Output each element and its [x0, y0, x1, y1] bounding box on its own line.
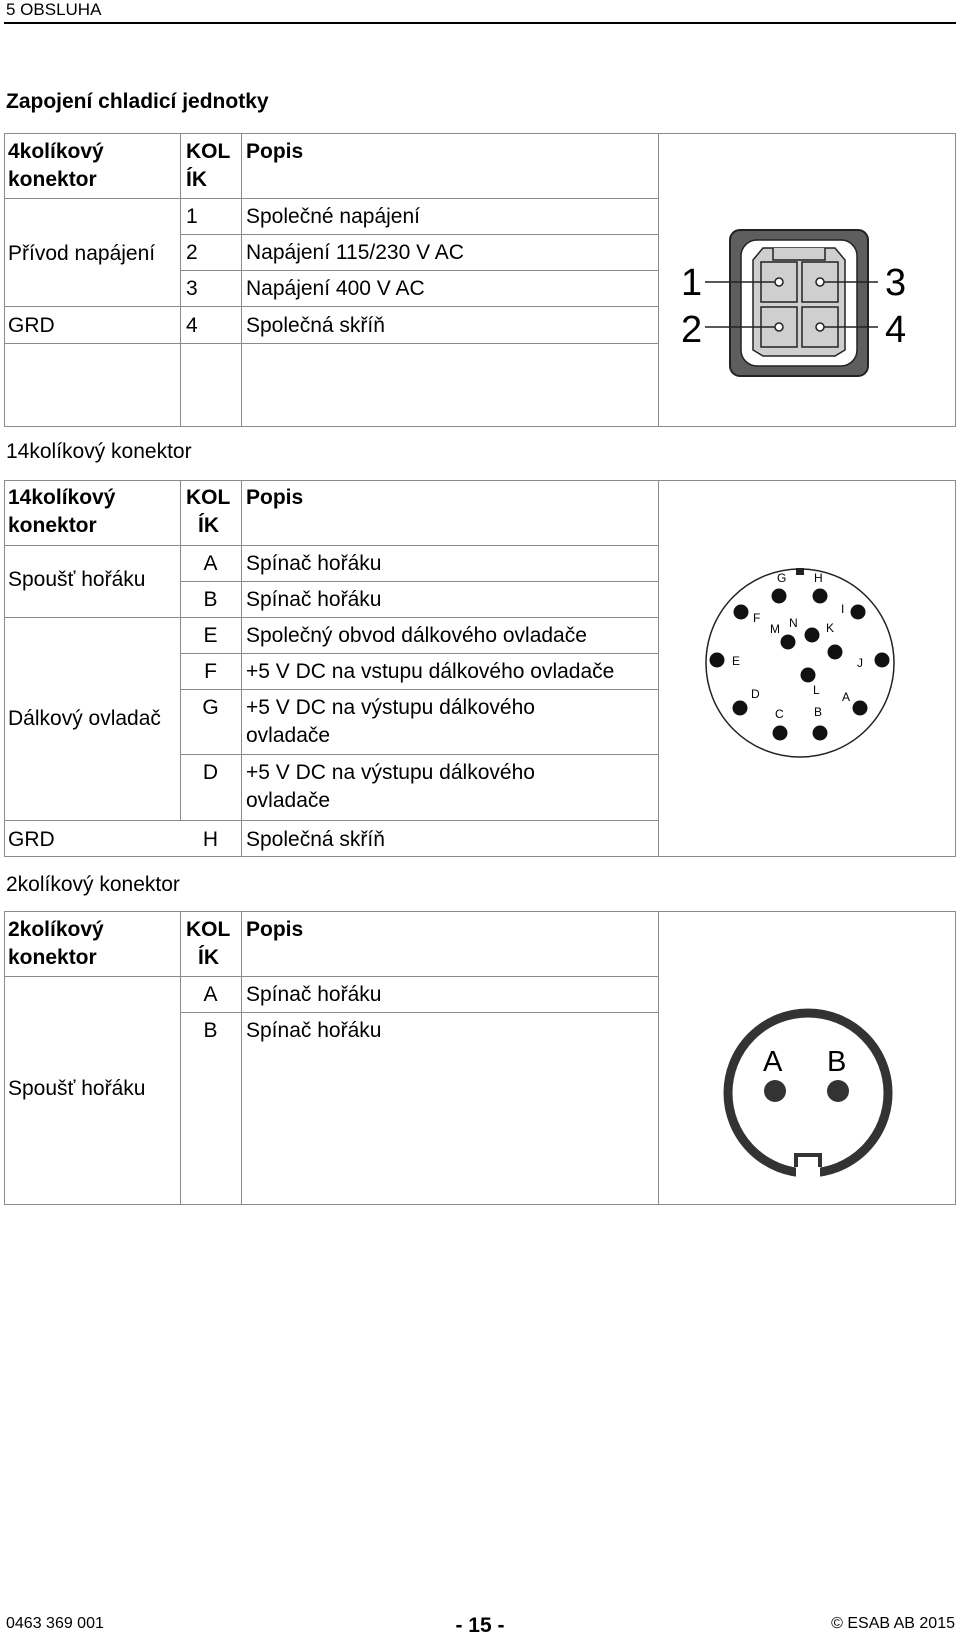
pin-label-a: A: [763, 1046, 783, 1078]
pin-letter-c: C: [775, 707, 784, 721]
cooling-head-pin-1: KOL: [186, 140, 231, 163]
section-header: 5 OBSLUHA: [6, 0, 102, 19]
conn14-group-trigger: Spoušť hořáku: [8, 568, 146, 591]
cooling-pin: 2: [186, 241, 198, 264]
pin-letter-m: M: [770, 622, 780, 636]
pin-label-2: 2: [681, 309, 703, 351]
cooling-head-connector-1: 4kolíkový: [8, 140, 104, 163]
conn14-group-remote: Dálkový ovladač: [8, 707, 161, 730]
pin-letter-b: B: [814, 705, 823, 719]
cooling-pin: 1: [186, 205, 198, 228]
pin-label-b: B: [827, 1046, 847, 1078]
pin-label-1: 1: [681, 262, 703, 304]
conn14-desc: Společná skříň: [246, 828, 385, 851]
conn14-head-pin-2: ÍK: [198, 514, 219, 537]
cooling-head-pin-2: ÍK: [186, 168, 207, 191]
conn14-desc: Spínač hořáku: [246, 588, 382, 611]
pin-letter-f: F: [753, 611, 761, 625]
pin-letter-e: E: [732, 654, 741, 668]
conn14-pin: B: [203, 588, 218, 611]
pin-letter-h: H: [814, 571, 823, 585]
conn2-head-connector-1: 2kolíkový: [8, 918, 104, 941]
conn14-desc: +5 V DC na výstupu dálkového: [246, 761, 535, 784]
conn2-pin: A: [203, 983, 218, 1006]
conn14-pin: F: [204, 660, 217, 683]
pin-letter-l: L: [813, 683, 820, 697]
conn14-desc: ovladače: [246, 789, 331, 812]
cooling-desc: Společné napájení: [246, 205, 420, 228]
footer-page-number: - 15 -: [455, 1614, 505, 1637]
conn2-head-desc: Popis: [246, 918, 304, 941]
pin-letter-j: J: [857, 656, 863, 670]
conn14-desc: Společný obvod dálkového ovladače: [246, 624, 587, 647]
fourteen-pin-connector-diagram: [700, 560, 900, 760]
cooling-pin: 3: [186, 277, 198, 300]
pin-letter-i: I: [841, 602, 845, 616]
conn2-title: 2kolíkový konektor: [6, 873, 180, 896]
cooling-head-desc: Popis: [246, 140, 304, 163]
conn2-head-pin-2: ÍK: [198, 946, 219, 969]
cooling-group-grd: GRD: [8, 314, 55, 337]
conn2-desc: Spínač hořáku: [246, 983, 382, 1006]
conn14-head-pin-1: KOL: [186, 486, 231, 509]
conn14-desc: Spínač hořáku: [246, 552, 382, 575]
conn14-group-grd: GRD: [8, 828, 55, 851]
pin-letter-a: A: [842, 690, 851, 704]
pin-letter-n: N: [789, 616, 798, 630]
conn14-desc: ovladače: [246, 724, 331, 747]
conn14-head-desc: Popis: [246, 486, 304, 509]
two-pin-connector-diagram: [718, 1005, 898, 1185]
conn14-pin: G: [202, 696, 219, 719]
cooling-title: Zapojení chladicí jednotky: [6, 90, 269, 113]
conn14-head-connector-2: konektor: [8, 514, 97, 537]
conn2-desc: Spínač hořáku: [246, 1019, 382, 1042]
conn2-group-trigger: Spoušť hořáku: [8, 1077, 146, 1100]
pin-label-3: 3: [885, 262, 907, 304]
cooling-pin: 4: [186, 314, 198, 337]
pin-letter-d: D: [751, 687, 760, 701]
conn14-title: 14kolíkový konektor: [6, 440, 192, 463]
cooling-desc: Napájení 115/230 V AC: [246, 241, 464, 264]
footer-copyright: © ESAB AB 2015: [831, 1615, 955, 1632]
conn14-pin: A: [203, 552, 218, 575]
cooling-desc: Společná skříň: [246, 314, 385, 337]
cooling-desc: Napájení 400 V AC: [246, 277, 425, 300]
cooling-group-supply: Přívod napájení: [8, 242, 156, 265]
conn14-pin: H: [202, 828, 219, 851]
conn2-head-pin-1: KOL: [186, 918, 231, 941]
pin-letter-k: K: [826, 621, 835, 635]
header-rule: [4, 22, 956, 24]
conn14-desc: +5 V DC na vstupu dálkového ovladače: [246, 660, 615, 683]
cooling-head-connector-2: konektor: [8, 168, 97, 191]
conn14-pin: D: [202, 761, 219, 784]
footer-doc-number: 0463 369 001: [6, 1615, 104, 1632]
conn2-head-connector-2: konektor: [8, 946, 97, 969]
pin-label-4: 4: [885, 309, 907, 351]
four-pin-connector-diagram: [675, 220, 945, 390]
conn14-head-connector-1: 14kolíkový: [8, 486, 116, 509]
conn2-pin: B: [203, 1019, 218, 1042]
conn14-desc: +5 V DC na výstupu dálkového: [246, 696, 535, 719]
pin-letter-g: G: [777, 571, 787, 585]
conn14-pin: E: [203, 624, 218, 647]
